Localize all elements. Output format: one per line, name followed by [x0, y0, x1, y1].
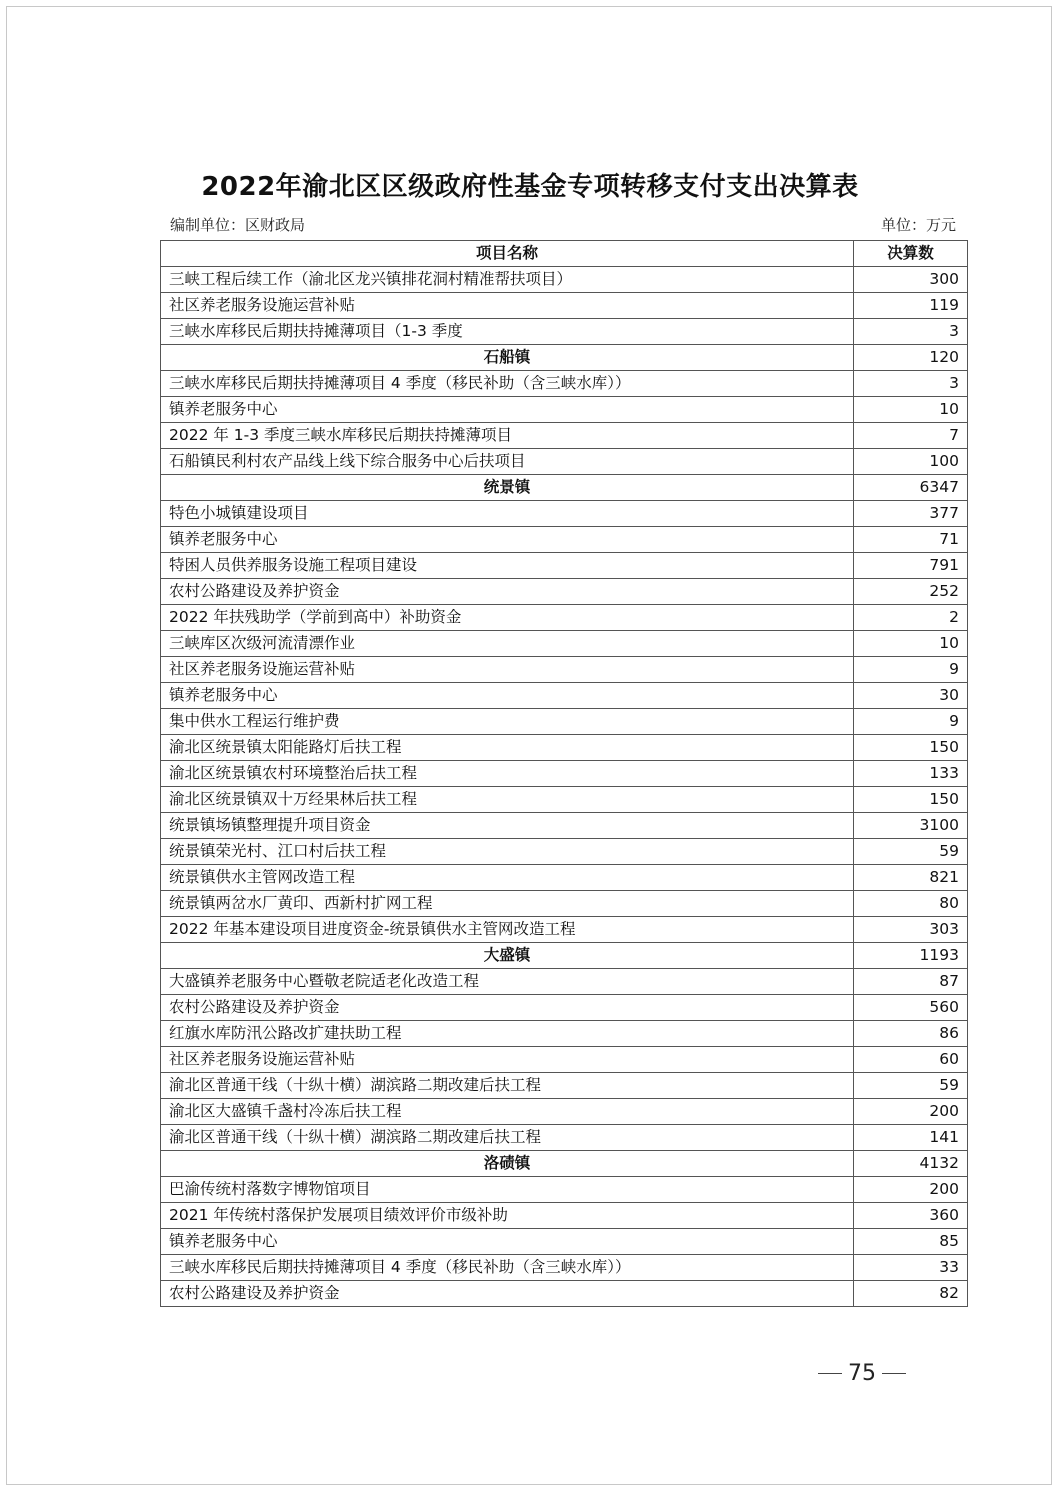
- item-value-cell: 71: [854, 527, 968, 553]
- table-row: [161, 969, 968, 995]
- table-row: [161, 631, 968, 657]
- item-value-cell: 82: [854, 1281, 968, 1307]
- item-value-cell: 85: [854, 1229, 968, 1255]
- table-row: [161, 917, 968, 943]
- item-value-cell: 87: [854, 969, 968, 995]
- item-value-cell: 252: [854, 579, 968, 605]
- item-value-cell: 200: [854, 1177, 968, 1203]
- item-name-cell: 渝北区统景镇双十万经果林后扶工程: [161, 787, 854, 813]
- column-header-value: 决算数: [854, 241, 968, 267]
- item-name-cell: 特困人员供养服务设施工程项目建设: [161, 553, 854, 579]
- table-row: [161, 839, 968, 865]
- table-row: [161, 1203, 968, 1229]
- table-group-row: [161, 475, 968, 501]
- item-name-cell: 社区养老服务设施运营补贴: [161, 293, 854, 319]
- item-value-cell: 133: [854, 761, 968, 787]
- page-number: [812, 1361, 912, 1386]
- item-name-cell: 渝北区普通干线（十纵十横）湖滨路二期改建后扶工程: [161, 1125, 854, 1151]
- item-value-cell: 59: [854, 1073, 968, 1099]
- page-number-dash-left: [818, 1373, 842, 1374]
- table-row: [161, 813, 968, 839]
- item-name-cell: 统景镇供水主管网改造工程: [161, 865, 854, 891]
- item-name-cell: 石船镇民利村农产品线上线下综合服务中心后扶项目: [161, 449, 854, 475]
- table-row: [161, 527, 968, 553]
- item-value-cell: 303: [854, 917, 968, 943]
- unit-label: 单位：万元: [880, 216, 956, 234]
- item-name-cell: 农村公路建设及养护资金: [161, 1281, 854, 1307]
- table-row: [161, 787, 968, 813]
- item-name-cell: 农村公路建设及养护资金: [161, 995, 854, 1021]
- table-row: [161, 423, 968, 449]
- item-value-cell: 200: [854, 1099, 968, 1125]
- table-row: [161, 735, 968, 761]
- item-value-cell: 560: [854, 995, 968, 1021]
- item-name-cell: 集中供水工程运行维护费: [161, 709, 854, 735]
- table-row: [161, 267, 968, 293]
- table-row: [161, 865, 968, 891]
- table-row: [161, 891, 968, 917]
- item-name-cell: 农村公路建设及养护资金: [161, 579, 854, 605]
- item-name-cell: 2022 年扶残助学（学前到高中）补助资金: [161, 605, 854, 631]
- item-name-cell: 巴渝传统村落数字博物馆项目: [161, 1177, 854, 1203]
- group-value-cell: 120: [854, 345, 968, 371]
- group-value-cell: 1193: [854, 943, 968, 969]
- compiler-label: 编制单位：区财政局: [170, 216, 306, 234]
- item-name-cell: 渝北区统景镇太阳能路灯后扶工程: [161, 735, 854, 761]
- item-value-cell: 10: [854, 631, 968, 657]
- item-name-cell: 大盛镇养老服务中心暨敬老院适老化改造工程: [161, 969, 854, 995]
- page-number-value: 75: [848, 1361, 876, 1386]
- item-value-cell: 33: [854, 1255, 968, 1281]
- table-row: [161, 1177, 968, 1203]
- item-value-cell: 119: [854, 293, 968, 319]
- item-value-cell: 791: [854, 553, 968, 579]
- item-value-cell: 59: [854, 839, 968, 865]
- table-row: [161, 683, 968, 709]
- group-value-cell: 6347: [854, 475, 968, 501]
- table-row: [161, 995, 968, 1021]
- item-name-cell: 统景镇两岔水厂黄印、西新村扩网工程: [161, 891, 854, 917]
- item-name-cell: 社区养老服务设施运营补贴: [161, 657, 854, 683]
- table-row: [161, 657, 968, 683]
- table-row: [161, 293, 968, 319]
- item-value-cell: 377: [854, 501, 968, 527]
- item-name-cell: 镇养老服务中心: [161, 527, 854, 553]
- item-value-cell: 3100: [854, 813, 968, 839]
- item-name-cell: 三峡水库移民后期扶持摊薄项目 4 季度（移民补助（含三峡水库））: [161, 1255, 854, 1281]
- item-name-cell: 社区养老服务设施运营补贴: [161, 1047, 854, 1073]
- budget-table: [160, 240, 968, 1307]
- item-value-cell: 9: [854, 709, 968, 735]
- item-name-cell: 统景镇荣光村、江口村后扶工程: [161, 839, 854, 865]
- item-name-cell: 2022 年 1-3 季度三峡水库移民后期扶持摊薄项目: [161, 423, 854, 449]
- item-value-cell: 360: [854, 1203, 968, 1229]
- table-row: [161, 449, 968, 475]
- table-header-row: [161, 241, 968, 267]
- item-name-cell: 三峡水库移民后期扶持摊薄项目（1-3 季度: [161, 319, 854, 345]
- item-name-cell: 三峡水库移民后期扶持摊薄项目 4 季度（移民补助（含三峡水库））: [161, 371, 854, 397]
- table-row: [161, 1021, 968, 1047]
- item-name-cell: 2021 年传统村落保护发展项目绩效评价市级补助: [161, 1203, 854, 1229]
- table-row: [161, 501, 968, 527]
- table-row: [161, 761, 968, 787]
- item-name-cell: 镇养老服务中心: [161, 397, 854, 423]
- table-row: [161, 579, 968, 605]
- table-row: [161, 397, 968, 423]
- table-row: [161, 371, 968, 397]
- page-title: 2022年渝北区区级政府性基金专项转移支付支出决算表: [201, 172, 859, 202]
- table-row: [161, 1047, 968, 1073]
- item-value-cell: 821: [854, 865, 968, 891]
- item-value-cell: 3: [854, 319, 968, 345]
- item-name-cell: 三峡库区次级河流清漂作业: [161, 631, 854, 657]
- table-row: [161, 553, 968, 579]
- table-group-row: [161, 345, 968, 371]
- item-name-cell: 统景镇场镇整理提升项目资金: [161, 813, 854, 839]
- table-row: [161, 1125, 968, 1151]
- table-row: [161, 319, 968, 345]
- group-name-cell: 大盛镇: [161, 943, 854, 969]
- item-value-cell: 80: [854, 891, 968, 917]
- item-value-cell: 100: [854, 449, 968, 475]
- page-number-dash-right: [882, 1373, 906, 1374]
- group-name-cell: 统景镇: [161, 475, 854, 501]
- table-row: [161, 1073, 968, 1099]
- item-value-cell: 9: [854, 657, 968, 683]
- table-row: [161, 1229, 968, 1255]
- group-value-cell: 4132: [854, 1151, 968, 1177]
- item-name-cell: 渝北区大盛镇千盏村冷冻后扶工程: [161, 1099, 854, 1125]
- group-name-cell: 洛碛镇: [161, 1151, 854, 1177]
- item-value-cell: 3: [854, 371, 968, 397]
- item-value-cell: 30: [854, 683, 968, 709]
- table-row: [161, 1255, 968, 1281]
- item-value-cell: 150: [854, 735, 968, 761]
- item-value-cell: 300: [854, 267, 968, 293]
- table-group-row: [161, 1151, 968, 1177]
- item-name-cell: 镇养老服务中心: [161, 1229, 854, 1255]
- item-name-cell: 镇养老服务中心: [161, 683, 854, 709]
- item-value-cell: 150: [854, 787, 968, 813]
- column-header-name: 项目名称: [161, 241, 854, 267]
- table-row: [161, 605, 968, 631]
- group-name-cell: 石船镇: [161, 345, 854, 371]
- item-name-cell: 三峡工程后续工作（渝北区龙兴镇排花洞村精准帮扶项目）: [161, 267, 854, 293]
- table-row: [161, 1281, 968, 1307]
- item-name-cell: 红旗水库防汛公路改扩建扶助工程: [161, 1021, 854, 1047]
- table-row: [161, 1099, 968, 1125]
- item-value-cell: 10: [854, 397, 968, 423]
- table-row: [161, 709, 968, 735]
- item-value-cell: 86: [854, 1021, 968, 1047]
- table-group-row: [161, 943, 968, 969]
- item-value-cell: 60: [854, 1047, 968, 1073]
- item-name-cell: 特色小城镇建设项目: [161, 501, 854, 527]
- item-name-cell: 2022 年基本建设项目进度资金-统景镇供水主管网改造工程: [161, 917, 854, 943]
- item-name-cell: 渝北区统景镇农村环境整治后扶工程: [161, 761, 854, 787]
- item-value-cell: 141: [854, 1125, 968, 1151]
- item-name-cell: 渝北区普通干线（十纵十横）湖滨路二期改建后扶工程: [161, 1073, 854, 1099]
- item-value-cell: 2: [854, 605, 968, 631]
- table-body: [161, 267, 968, 1307]
- item-value-cell: 7: [854, 423, 968, 449]
